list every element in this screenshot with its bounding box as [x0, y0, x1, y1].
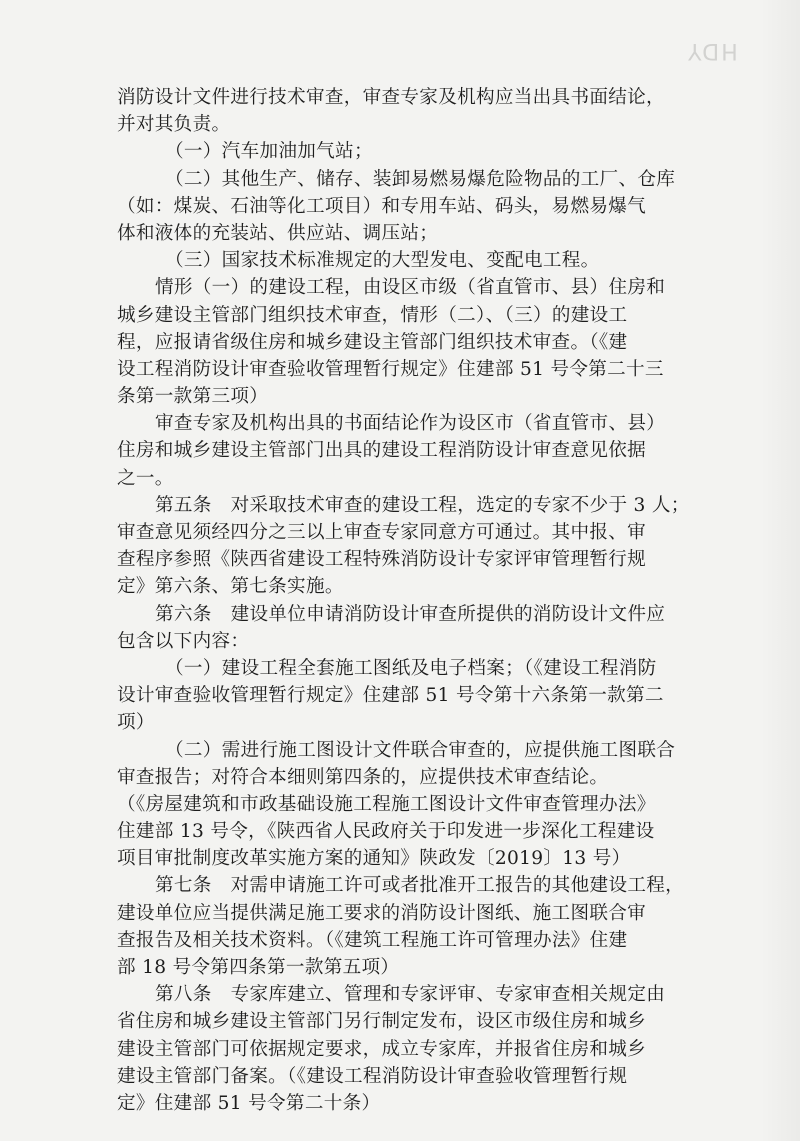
text-line: 住建部 13 号令，《陕西省人民政府关于印发进一步深化工程建设: [117, 821, 655, 843]
document-body: [117, 84, 702, 1117]
text-line: 省住房和城乡建设主管部门另行制定发布，设区市级住房和城乡: [117, 1011, 647, 1033]
text-line: （三）国家技术标准规定的大型发电、变配电工程。: [165, 250, 600, 272]
text-line: 设计审查验收管理暂行规定》住建部 51 号令第十六条第一款第二: [117, 685, 664, 707]
text-line: 第六条 建设单位申请消防设计审查所提供的消防设计文件应: [155, 603, 666, 625]
text-line: 第七条 对需申请施工许可或者批准开工报告的其他建设工程，: [155, 875, 685, 897]
text-line: 审查专家及机构出具的书面结论作为设区市（省直管市、县）: [155, 413, 666, 435]
text-line: 城乡建设主管部门组织技术审查，情形（二）、（三）的建设工: [117, 304, 628, 326]
text-line: 定》第六条、第七条实施。: [117, 576, 344, 598]
text-line: 项目审批制度改革实施方案的通知》陕政发〔2019〕13 号）: [117, 848, 631, 870]
text-line: 建设主管部门备案。（《建设工程消防设计审查验收管理暂行规: [117, 1065, 628, 1087]
text-line: 之一。: [117, 467, 174, 489]
scan-shadow: [760, 0, 800, 1141]
text-line: 消防设计文件进行技术审查，审查专家及机构应当出具书面结论，: [117, 87, 665, 108]
text-line: （如：煤炭、石油等化工项目）和专用车站、码头，易燃易爆气: [117, 195, 647, 217]
text-line: （一）汽车加油加气站；: [165, 141, 373, 163]
text-line: 部 18 号令第四条第一款第五项）: [117, 957, 400, 978]
text-line: 第八条 专家库建立、管理和专家评审、专家审查相关规定由: [155, 984, 666, 1006]
text-line: 包含以下内容：: [117, 630, 250, 652]
text-line: 情形（一）的建设工程，由设区市级（省直管市、县）住房和: [155, 277, 666, 299]
show-through-mark: HDY: [686, 38, 738, 63]
text-line: 住房和城乡建设主管部门出具的建设工程消防设计审查意见依据: [117, 440, 647, 462]
text-line: 体和液体的充装站、供应站、调压站；: [117, 222, 439, 244]
text-line: （二）其他生产、储存、装卸易燃易爆危险物品的工厂、仓库: [165, 168, 676, 190]
text-line: 程，应报请省级住房和城乡建设主管部门组织技术审查。（《建: [117, 331, 628, 353]
text-line: 审查意见须经四分之三以上审查专家同意方可通过。其中报、审: [117, 522, 647, 543]
text-line: 项）: [117, 712, 155, 734]
text-line: 第五条 对采取技术审查的建设工程，选定的专家不少于 3 人；: [155, 494, 690, 516]
text-line: 查程序参照《陕西省建设工程特殊消防设计专家评审管理暂行规: [117, 549, 647, 571]
text-line: 条第一款第三项）: [117, 386, 269, 408]
text-line: 并对其负责。: [117, 114, 231, 136]
text-line: （《房屋建筑和市政基础设施工程施工图设计文件审查管理办法》: [117, 793, 656, 815]
text-line: 审查报告；对符合本细则第四条的，应提供技术审查结论。: [117, 766, 609, 788]
text-line: （一）建设工程全套施工图纸及电子档案；（《建设工程消防: [165, 657, 657, 679]
text-line: 定》住建部 51 号令第二十条）: [117, 1092, 381, 1114]
text-line: 设工程消防设计审查验收管理暂行规定》住建部 51 号令第二十三: [117, 358, 664, 380]
text-line: 查报告及相关技术资料。（《建筑工程施工许可管理办法》住建: [117, 929, 628, 951]
text-line: 建设单位应当提供满足施工要求的消防设计图纸、施工图联合审: [117, 902, 647, 924]
text-line: 建设主管部门可依据规定要求，成立专家库，并报省住房和城乡: [117, 1038, 647, 1060]
text-line: （二）需进行施工图设计文件联合审查的，应提供施工图联合: [165, 739, 676, 761]
